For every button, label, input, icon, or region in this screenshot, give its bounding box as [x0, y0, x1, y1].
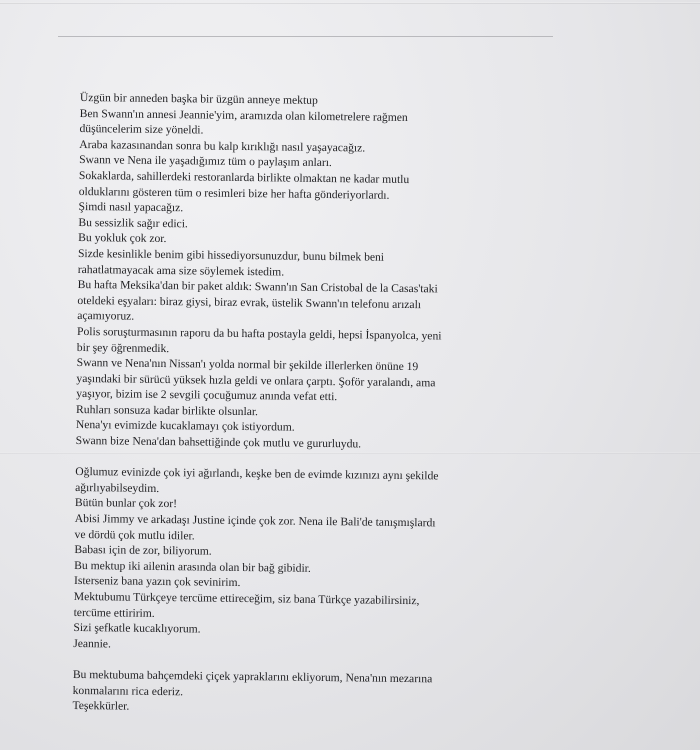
letter-line: düşüncelerim size yöneldi.: [79, 122, 204, 137]
letter-line: Ruhları sonsuza kadar birlikte olsunlar.: [76, 402, 259, 419]
letter-signature: Jeannie.: [73, 636, 111, 651]
letter-line: konmalarını rica ederiz.: [72, 683, 184, 698]
letter-line: Bu mektubuma bahçemdeki çiçek yapraklarını ekliyorum, Nena'nın mezarına: [72, 667, 433, 686]
letter-line: Bütün bunlar çok zor!: [74, 496, 178, 511]
letter-line: Sizde kesinlikle benim gibi hissediyorsunuzdur, bunu bilmek beni: [77, 246, 385, 264]
letter-line: Sizi şefkatle kucaklıyorum.: [73, 621, 201, 636]
letter-closing: Teşekkürler.: [72, 699, 130, 713]
printed-rule: [58, 36, 553, 37]
letter-line: Swann ve Nena ile yaşadığımız tüm o paylaşım anları.: [79, 153, 332, 170]
letter-line: Isterseniz bana yazın çok sevinirim.: [73, 574, 241, 590]
letter-line: Oğlumuz evinizde çok iyi ağırlandı, keşke ben de evimde kızınızı aynı şekilde: [75, 465, 439, 483]
letter-line: yaşıyor, bizim ise 2 sevgili çocuğumuz anında vefat etti.: [76, 387, 338, 404]
paper-crease: [0, 2, 700, 4]
letter-line: Bu hafta Meksika'dan bir paket aldık: Swann'ın San Cristobal de la Casas'taki: [77, 278, 438, 296]
letter-line: Mektubumu Türkçeye tercüme ettireceğim, siz bana Türkçe yazabilirsiniz,: [73, 589, 420, 608]
letter-line: Bu mektup iki ailenin arasında olan bir bağ gibidir.: [74, 558, 311, 575]
letter-line: olduklarını gösteren tüm o resimleri bize her hafta gönderiyorlardı.: [78, 184, 390, 202]
letter-line: Swann bize Nena'dan bahsettiğinde çok mutlu ve gururluydu.: [75, 434, 362, 451]
letter-line: yaşındaki bir sürücü yüksek hızla geldi ve onlara çarptı. Şoför yaralandı, ama: [76, 371, 436, 390]
letter-line: Araba kazasınandan sonra bu kalp kırıklığı nasıl yaşayacağız.: [79, 137, 366, 155]
letter-line: Polis soruşturmasının raporu da bu hafta postayla geldi, hepsi İspanyolca, yeni: [76, 324, 442, 343]
letter-line: ağırlıyabilseydim.: [75, 480, 160, 495]
letter-line: bir şey öğrenmedik.: [76, 340, 170, 355]
letter-line: açamıyoruz.: [77, 309, 135, 323]
letter-line: Bu sessizlik sağır edici.: [78, 215, 188, 231]
letter-line: tercüme ettiririm.: [73, 605, 155, 620]
letter-line: Abisi Jimmy ve arkadaşı Justine içinde çok zor. Nena ile Bali'de tanışmışlardı: [74, 511, 436, 530]
letter-line: Ben Swann'ın annesi Jeannie'yim, aramızda olan kilometrelere rağmen: [79, 106, 408, 124]
letter-line: oteldeki eşyaları: biraz giysi, biraz evrak, üstelik Swann'ın telefonu arızalı: [77, 293, 422, 311]
letter-line: Babası için de zor, biliyorum.: [74, 543, 212, 558]
letter-line: ve dördü çok mutlu idiler.: [74, 527, 195, 543]
letter-line: Şimdi nasıl yapacağız.: [78, 200, 184, 215]
letter-title: Üzgün bir anneden başka bir üzgün anneye mektup: [79, 90, 318, 107]
letter-line: Swann ve Nena'nın Nissan'ı yolda normal bir şekilde illerlerken önüne 19: [76, 356, 419, 374]
letter-line: Bu yokluk çok zor.: [78, 231, 167, 246]
letter-line: Sokaklarda, sahillerdeki restoranlarda birlikte olmaktan ne kadar mutlu: [78, 168, 410, 186]
letter-body: [72, 90, 530, 719]
letter-line: Nena'yı evimizde kucaklamayı çok istiyordum.: [75, 418, 295, 435]
letter-line: rahatlatmayacak ama size söylemek istedim.: [77, 262, 285, 279]
